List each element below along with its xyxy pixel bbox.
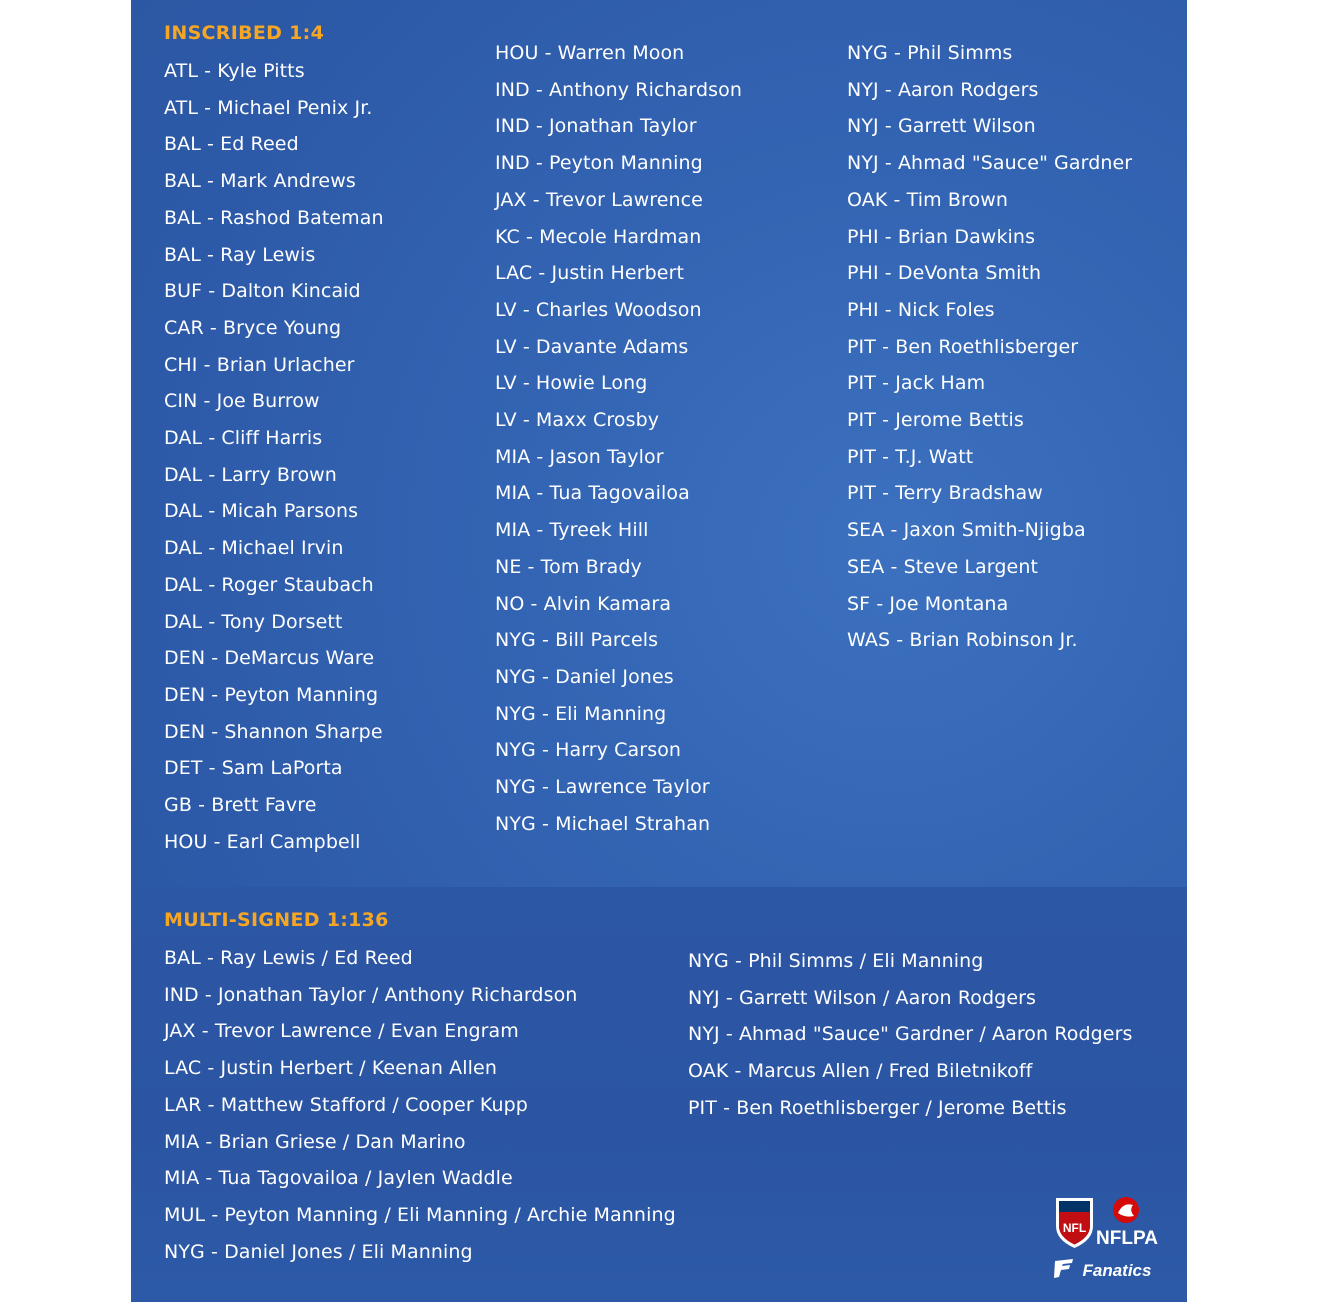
checklist-entry: NYJ - Ahmad "Sauce" Gardner / Aaron Rodgers — [688, 1023, 1133, 1046]
checklist-entry: LV - Howie Long — [495, 372, 648, 395]
nflpa-wordmark: NFLPA — [1096, 1228, 1158, 1249]
league-logos — [1053, 1192, 1161, 1284]
checklist-entry: PHI - Brian Dawkins — [847, 225, 1036, 248]
checklist-entry: BAL - Ray Lewis — [164, 243, 316, 266]
checklist-entry: PIT - Jerome Bettis — [847, 409, 1024, 431]
checklist-entry: DAL - Roger Staubach — [164, 573, 374, 596]
checklist-entry: BAL - Ed Reed — [164, 133, 299, 156]
checklist-entry: PIT - T.J. Watt — [847, 445, 974, 468]
checklist-entry: NYG - Eli Manning — [495, 702, 667, 725]
checklist-entry: PHI - Nick Foles — [847, 298, 995, 321]
checklist-entry: OAK - Marcus Allen / Fred Biletnikoff — [688, 1060, 1033, 1083]
checklist-entry: LV - Maxx Crosby — [495, 409, 660, 431]
checklist-entry: LAC - Justin Herbert — [495, 262, 685, 285]
checklist-entry: JAX - Trevor Lawrence — [495, 188, 703, 211]
checklist-entry: PHI - DeVonta Smith — [847, 262, 1042, 285]
checklist-entry: PIT - Terry Bradshaw — [847, 482, 1043, 505]
nfl-wordmark: NFL — [1062, 1221, 1087, 1235]
checklist-entry: MIA - Brian Griese / Dan Marino — [164, 1130, 466, 1153]
checklist-entry: DAL - Tony Dorsett — [164, 610, 343, 633]
checklist-entry: PIT - Jack Ham — [847, 372, 986, 395]
checklist-card — [131, 0, 1187, 1302]
checklist-entry: LV - Davante Adams — [495, 335, 689, 358]
checklist-entry: DEN - Shannon Sharpe — [164, 720, 383, 743]
checklist-entry: LAC - Justin Herbert / Keenan Allen — [164, 1057, 497, 1080]
checklist-entry: ATL - Kyle Pitts — [164, 60, 305, 82]
checklist-entry: NYG - Daniel Jones — [495, 665, 674, 688]
checklist-entry: NYJ - Ahmad "Sauce" Gardner — [847, 152, 1133, 175]
checklist-entry: CIN - Joe Burrow — [164, 390, 320, 413]
checklist-entry: GB - Brett Favre — [164, 794, 317, 816]
checklist-entry: NYG - Bill Parcels — [495, 629, 659, 652]
checklist-entry: IND - Jonathan Taylor — [495, 115, 697, 138]
checklist-entry: BAL - Rashod Bateman — [164, 206, 384, 229]
fanatics-wordmark: Fanatics — [1082, 1261, 1152, 1280]
fanatics-logo-icon — [1054, 1259, 1151, 1280]
checklist-entry: NYJ - Garrett Wilson — [847, 115, 1036, 138]
checklist-entry: MIA - Tyreek Hill — [495, 519, 649, 542]
checklist-entry: NE - Tom Brady — [495, 555, 642, 578]
checklist-entry: DAL - Michael Irvin — [164, 537, 344, 560]
checklist-entry: HOU - Warren Moon — [495, 42, 685, 64]
checklist-entry: JAX - Trevor Lawrence / Evan Engram — [164, 1020, 519, 1043]
checklist-entry: NO - Alvin Kamara — [495, 592, 672, 615]
checklist-entry: LV - Charles Woodson — [495, 298, 702, 321]
checklist-entry: NYG - Daniel Jones / Eli Manning — [164, 1240, 473, 1263]
checklist-entry: LAR - Matthew Stafford / Cooper Kupp — [164, 1093, 528, 1116]
checklist-entry: NYJ - Garrett Wilson / Aaron Rodgers — [688, 986, 1037, 1009]
checklist-entry: SF - Joe Montana — [847, 592, 1009, 615]
checklist-entry: PIT - Ben Roethlisberger / Jerome Bettis — [688, 1096, 1067, 1119]
inscribed-title: INSCRIBED 1:4 — [164, 22, 325, 44]
checklist-entry: BAL - Ray Lewis / Ed Reed — [164, 947, 413, 969]
checklist-entry: NYG - Harry Carson — [495, 739, 682, 762]
checklist-entry: HOU - Earl Campbell — [164, 830, 361, 853]
checklist-entry: PIT - Ben Roethlisberger — [847, 335, 1079, 358]
checklist-entry: BAL - Mark Andrews — [164, 170, 356, 193]
checklist-entry: NYG - Phil Simms — [847, 42, 1013, 64]
checklist-entry: DAL - Micah Parsons — [164, 500, 359, 523]
checklist-entry: NYG - Michael Strahan — [495, 812, 711, 835]
checklist-entry: IND - Anthony Richardson — [495, 78, 742, 101]
checklist-entry: NYG - Lawrence Taylor — [495, 776, 710, 798]
checklist-entry: CAR - Bryce Young — [164, 316, 342, 339]
checklist-entry: SEA - Jaxon Smith-Njigba — [847, 519, 1086, 542]
nfl-shield-icon — [1056, 1198, 1093, 1248]
checklist-entry: SEA - Steve Largent — [847, 555, 1039, 578]
checklist-entry: BUF - Dalton Kincaid — [164, 280, 361, 303]
multi-signed-title: MULTI-SIGNED 1:136 — [164, 909, 389, 931]
checklist-entry: DAL - Larry Brown — [164, 463, 337, 486]
checklist-entry: DAL - Cliff Harris — [164, 427, 323, 449]
checklist-entry: ATL - Michael Penix Jr. — [164, 96, 373, 119]
checklist-entry: OAK - Tim Brown — [847, 188, 1008, 211]
checklist-entry: MUL - Peyton Manning / Eli Manning / Archie Manning — [164, 1203, 676, 1226]
nflpa-logo-icon — [1096, 1197, 1158, 1249]
checklist-entry: DET - Sam LaPorta — [164, 757, 343, 780]
checklist-entry: NYJ - Aaron Rodgers — [847, 78, 1039, 101]
checklist-entry: NYG - Phil Simms / Eli Manning — [688, 950, 984, 972]
checklist-entry: MIA - Tua Tagovailoa / Jaylen Waddle — [164, 1167, 513, 1190]
checklist-entry: WAS - Brian Robinson Jr. — [847, 629, 1078, 652]
checklist-entry: CHI - Brian Urlacher — [164, 353, 355, 376]
checklist-entry: KC - Mecole Hardman — [495, 225, 702, 248]
checklist-entry: MIA - Tua Tagovailoa — [495, 482, 690, 505]
checklist-entry: MIA - Jason Taylor — [495, 445, 664, 468]
checklist-entry: IND - Peyton Manning — [495, 152, 703, 175]
checklist-entry: DEN - Peyton Manning — [164, 683, 379, 706]
checklist-entry: DEN - DeMarcus Ware — [164, 647, 375, 670]
checklist-entry: IND - Jonathan Taylor / Anthony Richardson — [164, 983, 578, 1006]
